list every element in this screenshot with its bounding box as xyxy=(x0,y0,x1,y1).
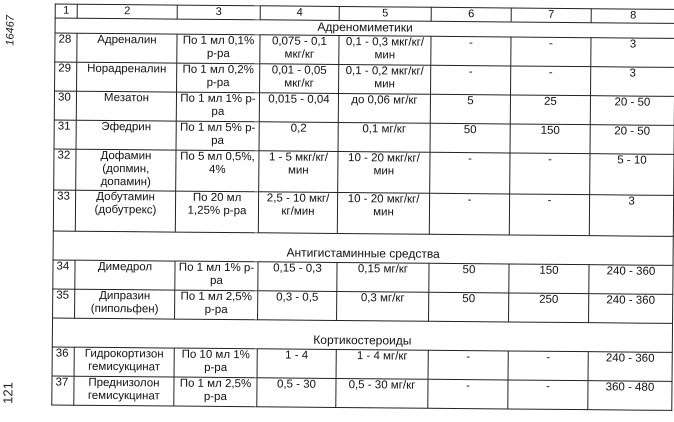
column-header: 3 xyxy=(177,5,260,20)
dose-form: По 1 мл 1% р-ра xyxy=(176,92,259,122)
col4-dose: 1 - 4 xyxy=(257,349,336,379)
column-header: 1 xyxy=(55,4,77,18)
drug-name: Эфедрин xyxy=(76,120,176,150)
col7-value: 150 xyxy=(510,124,590,154)
col6-value: - xyxy=(430,152,510,194)
col7-value: - xyxy=(510,153,590,195)
col8-value: 20 - 50 xyxy=(590,125,674,155)
col5-dose: 0,15 мг/кг xyxy=(337,262,429,292)
drug-name: Преднизолон гемисукцинат xyxy=(74,376,174,406)
row-number: 37 xyxy=(52,376,74,405)
col5-dose: 10 - 20 мкг/кг/мин xyxy=(338,151,430,193)
col6-value: 50 xyxy=(430,123,510,153)
section-title: Адреномиметики xyxy=(55,18,674,38)
col4-dose: 0,075 - 0,1 мкг/кг xyxy=(260,35,339,65)
col6-value: 50 xyxy=(429,263,509,293)
col6-value: 5 xyxy=(430,94,510,124)
col4-dose: 0,015 - 0,04 xyxy=(259,93,338,123)
table-row xyxy=(53,190,673,236)
section-title: Кортикостероиды xyxy=(52,318,672,352)
column-header: 2 xyxy=(77,4,177,19)
col7-value: - xyxy=(508,380,588,410)
col4-dose: 0,3 - 0,5 xyxy=(258,291,337,321)
row-number: 31 xyxy=(54,120,76,149)
col4-dose: 0,01 - 0,05 мкг/кг xyxy=(260,64,339,94)
col6-value: - xyxy=(428,379,508,409)
col8-value: 5 - 10 xyxy=(590,154,674,196)
col7-value: - xyxy=(511,66,591,96)
col4-dose: 1 - 5 мкг/кг/мин xyxy=(259,151,338,193)
section-title: Антигистаминные средства xyxy=(53,231,673,265)
row-number: 32 xyxy=(54,149,76,190)
col5-dose: 10 - 20 мкг/кг/мин xyxy=(337,192,429,234)
col6-value: - xyxy=(428,350,508,380)
drug-name: Дипразин (пипольфен) xyxy=(75,289,175,319)
col5-dose: 1 - 4 мг/кг xyxy=(336,349,428,379)
page-number: 121 xyxy=(0,382,16,404)
col8-value: 3 xyxy=(591,38,674,68)
dose-form: По 1 мл 0,2% р-ра xyxy=(177,63,260,93)
col8-value: 3 xyxy=(591,67,674,97)
drug-name: Добутамин (добутрекс) xyxy=(75,190,175,232)
row-number: 35 xyxy=(53,289,75,318)
row-number: 30 xyxy=(54,91,76,120)
col7-value: - xyxy=(511,37,591,67)
drug-dosage-table xyxy=(51,4,674,411)
dose-form: По 1 мл 2,5% р-ра xyxy=(174,377,257,407)
col6-value: - xyxy=(431,36,511,66)
col4-dose: 0,15 - 0,3 xyxy=(258,262,337,292)
col4-dose: 0,2 xyxy=(259,122,338,152)
row-number: 28 xyxy=(55,33,77,62)
row-number: 36 xyxy=(52,347,74,376)
row-number: 33 xyxy=(53,190,75,231)
col5-dose: до 0,06 мг/кг xyxy=(338,93,430,123)
col8-value: 240 - 360 xyxy=(589,265,673,295)
col5-dose: 0,1 мг/кг xyxy=(338,122,430,152)
column-header: 4 xyxy=(260,6,339,21)
col6-value: - xyxy=(431,65,511,95)
column-header: 8 xyxy=(591,9,674,24)
column-header: 5 xyxy=(339,6,431,21)
col7-value: - xyxy=(509,194,589,236)
col6-value: - xyxy=(429,193,509,235)
col5-dose: 0,3 мг/кг xyxy=(337,291,429,321)
col4-dose: 2,5 - 10 мкг/кг/мин xyxy=(258,192,337,234)
col4-dose: 0,5 - 30 xyxy=(257,378,336,408)
col8-value: 240 - 360 xyxy=(588,352,672,382)
dose-form: По 1 мл 5% р-ра xyxy=(176,121,259,151)
table-row xyxy=(54,149,674,195)
col6-value: 50 xyxy=(429,292,509,322)
drug-name: Дофамин (допмин, допамин) xyxy=(76,149,176,191)
col7-value: - xyxy=(508,351,588,381)
dose-form: По 10 мл 1% р-ра xyxy=(174,348,257,378)
row-number: 34 xyxy=(53,260,75,289)
dose-form: По 20 мл 1,25% р-ра xyxy=(175,191,258,233)
dose-form: По 1 мл 1% р-ра xyxy=(175,261,258,291)
side-annotation: 16467 xyxy=(4,15,17,46)
col8-value: 20 - 50 xyxy=(590,96,674,126)
column-header: 7 xyxy=(511,8,591,23)
drug-name: Мезатон xyxy=(76,91,176,121)
col7-value: 25 xyxy=(510,95,590,125)
col5-dose: 0,1 - 0,3 мкг/кг/мин xyxy=(339,35,431,65)
col7-value: 250 xyxy=(509,293,589,323)
row-number: 29 xyxy=(55,62,77,91)
col8-value: 240 - 360 xyxy=(589,294,673,324)
drug-name: Адреналин xyxy=(77,33,177,63)
col8-value: 3 xyxy=(589,195,673,237)
col5-dose: 0,1 - 0,2 мкг/кг/мин xyxy=(339,64,431,94)
table-row xyxy=(52,376,672,410)
column-header: 6 xyxy=(431,7,511,22)
dose-form: По 5 мл 0,5%, 4% xyxy=(176,150,259,192)
col5-dose: 0,5 - 30 мг/кг xyxy=(336,378,428,408)
dose-form: По 1 мл 0,1% р-ра xyxy=(177,34,260,64)
drug-name: Норадреналин xyxy=(77,62,177,92)
drug-name: Димедрол xyxy=(75,260,175,290)
drug-name: Гидрокортизон гемисукцинат xyxy=(74,347,174,377)
col7-value: 150 xyxy=(509,264,589,294)
col8-value: 360 - 480 xyxy=(588,381,672,411)
dose-form: По 1 мл 2,5% р-ра xyxy=(175,290,258,320)
